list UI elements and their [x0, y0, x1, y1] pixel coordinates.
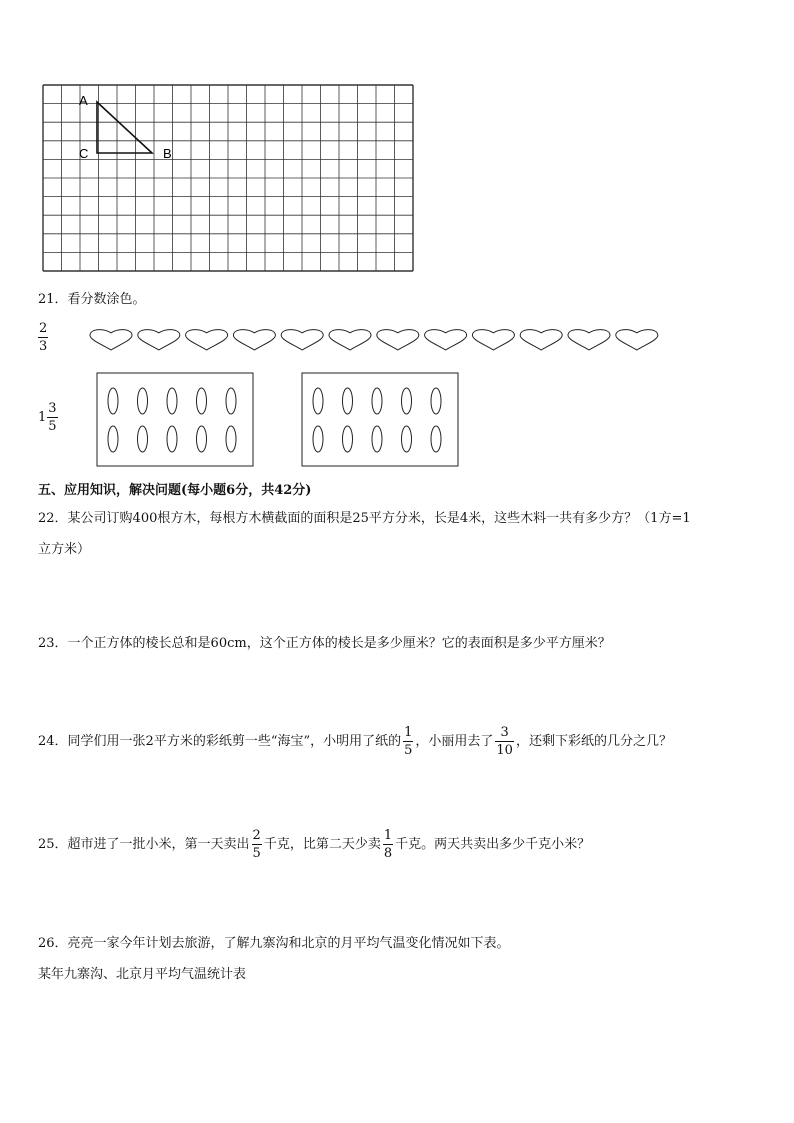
oval-shape[interactable] — [402, 426, 412, 452]
heart-icon[interactable] — [377, 330, 419, 350]
fraction — [252, 829, 262, 860]
hearts-row — [0, 320, 794, 360]
numerator: 2 — [39, 321, 48, 336]
oval-shape[interactable] — [431, 426, 441, 452]
numerator: 3 — [500, 725, 509, 740]
oval-shape[interactable] — [197, 426, 207, 452]
q26-table-title: 某年九寨沟、北京月平均气温统计表 — [38, 967, 247, 982]
oval-shape[interactable] — [108, 426, 118, 452]
denominator: 8 — [383, 846, 393, 861]
oval-shape[interactable] — [197, 388, 207, 414]
heart-icon[interactable] — [520, 330, 562, 350]
heart-icon[interactable] — [138, 330, 180, 350]
fraction-bar — [495, 741, 514, 742]
heart-icon[interactable] — [425, 330, 467, 350]
label-b: B — [163, 146, 172, 161]
denominator: 3 — [39, 339, 48, 354]
q26-line1: 26．亮亮一家今年计划去旅游，了解九寨沟和北京的月平均气温变化情况如下表。 — [38, 936, 510, 951]
heart-icon[interactable] — [233, 330, 275, 350]
fraction-bar — [383, 844, 393, 845]
oval-boxes — [0, 365, 794, 475]
section5-title: 五、应用知识，解决问题(每小题6分，共42分) — [38, 483, 312, 498]
oval-shape[interactable] — [431, 388, 441, 414]
oval-shape[interactable] — [402, 388, 412, 414]
q24-part1: 24．同学们用一张2平方米的彩纸剪一些“海宝”，小明用了纸的 — [38, 734, 402, 749]
numerator: 2 — [252, 828, 261, 843]
triangle-abc — [97, 102, 152, 153]
q25-text — [38, 825, 590, 865]
grid-figure — [0, 0, 794, 290]
q25-part2: 千克，比第二天少卖 — [263, 837, 381, 852]
fraction — [403, 726, 413, 757]
q21-text: 21．看分数涂色。 — [38, 292, 146, 307]
denominator: 5 — [48, 419, 57, 434]
heart-icon[interactable] — [186, 330, 228, 350]
numerator: 3 — [48, 401, 57, 416]
grid-lines — [43, 85, 413, 271]
heart-icon[interactable] — [281, 330, 323, 350]
oval-shape[interactable] — [313, 426, 323, 452]
denominator: 5 — [252, 846, 261, 861]
q24-part3: ，还剩下彩纸的几分之几？ — [515, 734, 672, 749]
heart-icon[interactable] — [90, 330, 132, 350]
q22-line2: 立方米） — [38, 542, 91, 557]
label-a: A — [79, 93, 88, 108]
oval-shape[interactable] — [138, 388, 148, 414]
oval-shape[interactable] — [313, 388, 323, 414]
oval-shape[interactable] — [138, 426, 148, 452]
numerator: 1 — [404, 725, 413, 740]
oval-shape[interactable] — [343, 388, 353, 414]
heart-icon[interactable] — [472, 330, 514, 350]
oval-shape[interactable] — [167, 388, 177, 414]
oval-shape[interactable] — [372, 426, 382, 452]
heart-icon[interactable] — [329, 330, 371, 350]
fraction-bar — [252, 844, 262, 845]
oval-shape[interactable] — [108, 388, 118, 414]
fraction-bar — [403, 741, 413, 742]
oval-shape[interactable] — [343, 426, 353, 452]
whole-number: 1 — [38, 410, 47, 425]
oval-shape[interactable] — [372, 388, 382, 414]
q25-part3: 千克。两天共卖出多少千克小米？ — [395, 837, 591, 852]
heart-icon[interactable] — [568, 330, 610, 350]
q24-part2: ，小丽用去了 — [415, 734, 494, 749]
oval-shape[interactable] — [226, 388, 236, 414]
oval-shape[interactable] — [167, 426, 177, 452]
label-c: C — [79, 146, 89, 161]
oval-shape[interactable] — [226, 426, 236, 452]
heart-icon[interactable] — [616, 330, 658, 350]
q25-part1: 25．超市进了一批小米，第一天卖出 — [38, 837, 250, 852]
denominator: 5 — [404, 743, 413, 758]
denominator: 10 — [496, 743, 513, 758]
numerator: 1 — [383, 828, 393, 843]
q24-text — [38, 722, 672, 762]
q23-text: 23．一个正方体的棱长总和是60cm，这个正方体的棱长是多少厘米？它的表面积是多少平方厘米？ — [38, 636, 611, 651]
q22-line1: 22．某公司订购400根方木，每根方木横截面的面积是25平方分米，长是4米，这些木料一共有多少方？（1方=1 — [38, 511, 691, 526]
fraction — [383, 829, 393, 860]
fraction — [495, 726, 514, 757]
